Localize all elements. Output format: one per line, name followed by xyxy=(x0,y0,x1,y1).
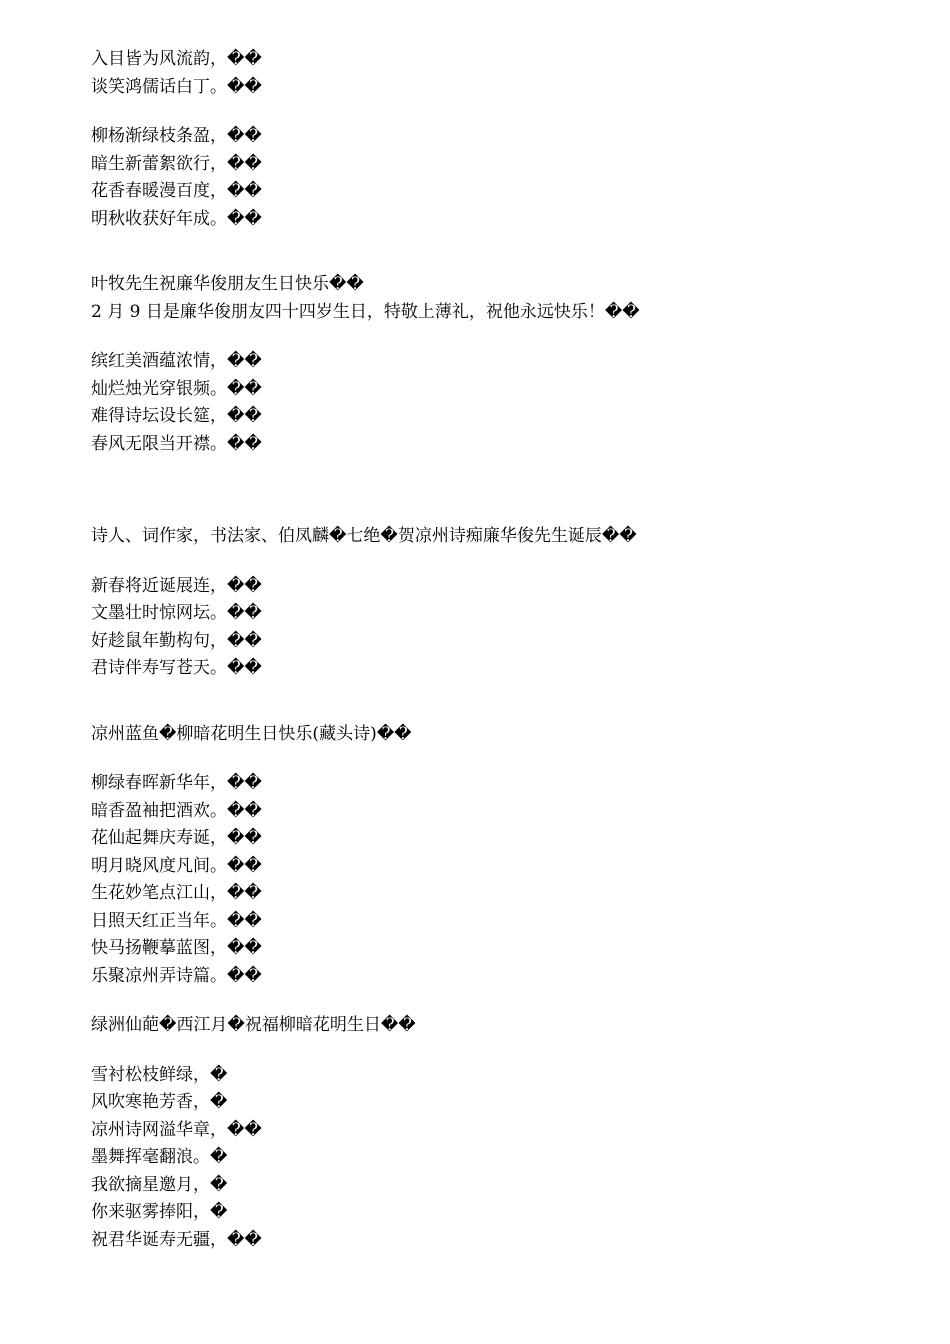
section-bo-fenglin xyxy=(91,523,911,683)
poem-line: 明秋收获好年成。�� xyxy=(91,208,262,229)
poem-line: 春风无限当开襟。�� xyxy=(91,433,262,454)
poem-line: 祝君华诞寿无疆，�� xyxy=(91,1229,262,1250)
stanza-2 xyxy=(91,123,911,233)
poem-line: 雪衬松枝鲜绿，� xyxy=(91,1064,228,1085)
poem-line: 难得诗坛设长筵，�� xyxy=(91,406,262,426)
poem-line: 柳杨渐绿枝条盈，�� xyxy=(91,126,262,146)
poem-line: 暗生新蕾絮欲行，�� xyxy=(91,153,262,174)
poem-line: 新春将近诞展连，�� xyxy=(91,575,262,596)
poem-line: 乐聚凉州弄诗篇。�� xyxy=(91,965,262,986)
section-note: 2 月 9 日是廉华俊朋友四十四岁生日，特敬上薄礼，祝他永远快乐！�� xyxy=(91,301,640,322)
poem-line: 风吹寒艳芳香，� xyxy=(91,1092,228,1112)
section-title: 叶牧先生祝廉华俊朋友生日快乐�� xyxy=(91,274,364,294)
poem-line: 缤红美酒蕴浓情，�� xyxy=(91,351,262,371)
poem-line: 花香春暖漫百度，�� xyxy=(91,181,262,201)
poem-line: 凉州诗网溢华章，�� xyxy=(91,1119,262,1140)
poem-line: 好趁鼠年勤构句，�� xyxy=(91,630,262,651)
section-title: 诗人、词作家，书法家、伯凤麟�七绝�贺凉州诗痴廉华俊先生诞辰�� xyxy=(91,526,637,546)
section-lvzhou xyxy=(91,1012,911,1254)
section-title: 凉州蓝鱼�柳暗花明生日快乐(藏头诗)�� xyxy=(91,723,412,744)
poem-line: 快马扬鞭摹蓝图，�� xyxy=(91,938,262,958)
poem-line: 入目皆为风流韵，�� xyxy=(91,49,262,69)
section-ye-mu xyxy=(91,271,911,458)
poem-line: 明月晓风度凡间。�� xyxy=(91,855,262,876)
poem-line: 你来驱雾捧阳，� xyxy=(91,1202,228,1222)
document-page xyxy=(91,46,911,1254)
section-lanyu xyxy=(91,721,911,991)
poem-line: 花仙起舞庆寿诞，�� xyxy=(91,828,262,848)
poem-line: 君诗伴寿写苍天。�� xyxy=(91,658,262,678)
poem-line: 谈笑鸿儒话白丁。�� xyxy=(91,76,262,97)
section-title: 绿洲仙葩�西江月�祝福柳暗花明生日�� xyxy=(91,1015,416,1035)
poem-line: 我欲摘星邀月，� xyxy=(91,1174,228,1195)
poem-line: 柳绿春晖新华年，�� xyxy=(91,773,262,793)
poem-line: 文墨壮时惊网坛。�� xyxy=(91,603,262,623)
poem-line: 灿烂烛光穿银频。�� xyxy=(91,378,262,399)
poem-line: 墨舞挥毫翻浪。� xyxy=(91,1147,228,1167)
stanza-1 xyxy=(91,46,911,101)
poem-line: 生花妙笔点江山，�� xyxy=(91,883,262,903)
poem-line: 日照天红正当年。�� xyxy=(91,910,262,931)
poem-line: 暗香盈袖把酒欢。�� xyxy=(91,800,262,821)
